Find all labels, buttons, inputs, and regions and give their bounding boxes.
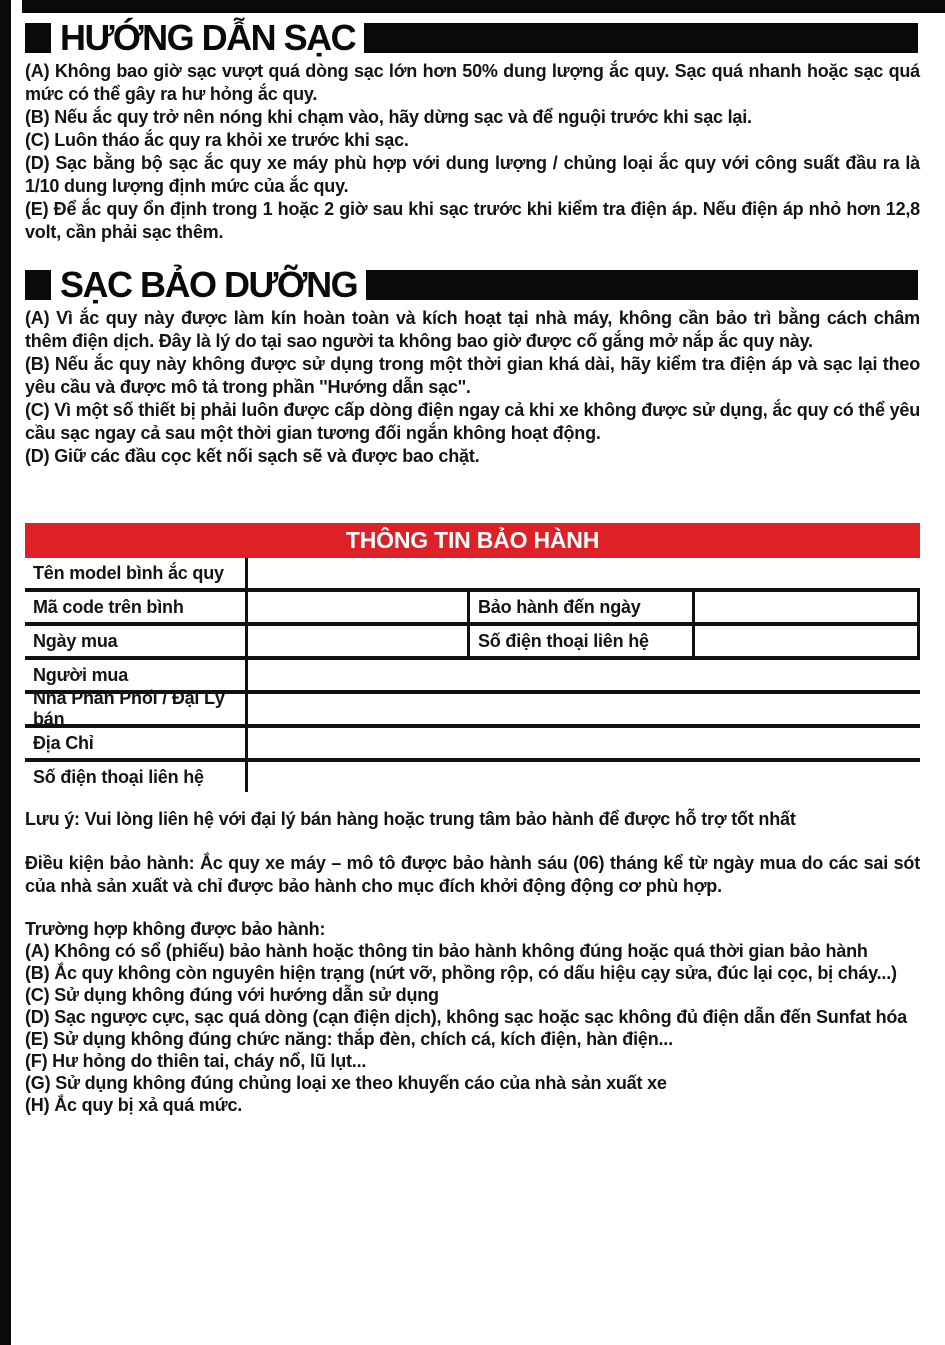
section-title: HƯỚNG DẪN SẠC [60,17,356,58]
paragraph: (D) Sạc bằng bộ sạc ắc quy xe máy phù hợp với dung lượng / chủng loại ắc quy với công suất đầu ra là 1/10 dung lượng định mức của ắc quy. [25,153,920,196]
paragraph: (A) Vì ắc quy này được làm kín hoàn toàn và kích hoạt tại nhà máy, không cần bảo trì bằng cách châm thêm điện dịch. Đây là lý do tại sao người ta không bao giờ được cố gắng mở nắp ắc quy này. [25,308,920,351]
paragraph: (C) Vì một số thiết bị phải luôn được cấp dòng điện ngay cả khi xe không được sử dụng, ắc quy có thể yêu cầu sạc ngay cả sau một thời gian tương đối ngắn không hoạt động. [25,400,920,443]
exclusions-block [25,918,920,1116]
row-label: Số điện thoại liên hệ [25,762,248,792]
row-label: Tên model bình ắc quy [25,558,248,588]
row-value-cell [248,660,920,690]
section-header-maintenance [25,264,920,305]
exclusion-item: (H) Ắc quy bị xả quá mức. [25,1095,243,1115]
header-bar [366,270,918,300]
section-title: SẠC BẢO DƯỠNG [60,264,358,305]
paragraph: (B) Nếu ắc quy này không được sử dụng trong một thời gian khá dài, hãy kiểm tra điện áp và sạc lại theo yêu cầu và được mô tả trong phần ''Hướng dẫn sạc''. [25,354,920,397]
exclusions-title: Trường hợp không được bảo hành: [25,919,326,939]
table-row [25,626,920,660]
row-value-cell [248,592,470,622]
section-header-charging [25,17,920,58]
exclusion-item: (E) Sử dụng không đúng chức năng: thắp đèn, chích cá, kích điện, hàn điện... [25,1029,673,1049]
note-contact: Lưu ý: Vui lòng liên hệ với đại lý bán hàng hoặc trung tâm bảo hành để được hỗ trợ tốt nhất [25,809,796,829]
row-value-cell [248,762,920,792]
row-label: Mã code trên bình [25,592,248,622]
exclusion-item: (F) Hư hỏng do thiên tai, cháy nổ, lũ lụt... [25,1051,367,1071]
warranty-table [25,558,920,792]
row-label: Bảo hành đến ngày [470,592,695,622]
row-value-cell [248,626,470,656]
paragraph: (E) Để ắc quy ổn định trong 1 hoặc 2 giờ sau khi sạc trước khi kiểm tra điện áp. Nếu điện áp nhỏ hơn 12,8 volt, cần phải sạc thêm. [25,199,920,242]
warranty-title-bar [25,523,920,558]
row-label: Số điện thoại liên hệ [470,626,695,656]
header-square-icon [25,23,51,53]
exclusion-item: (A) Không có sổ (phiếu) bảo hành hoặc thông tin bảo hành không đúng hoặc quá thời gian bảo hành [25,941,868,961]
row-value-cell [695,626,920,656]
paragraph: (D) Giữ các đầu cọc kết nối sạch sẽ và được bao chặt. [25,446,480,466]
warranty-title: THÔNG TIN BẢO HÀNH [345,527,600,553]
charging-paragraphs [25,60,920,244]
exclusion-item: (B) Ắc quy không còn nguyên hiện trạng (nứt vỡ, phồng rộp, có dấu hiệu cạy sửa, đúc lại cọc, bị cháy...) [25,963,897,983]
maintenance-paragraphs [25,307,920,468]
paragraph: (C) Luôn tháo ắc quy ra khỏi xe trước khi sạc. [25,130,409,150]
page-content [25,13,920,1116]
paragraph: (B) Nếu ắc quy trở nên nóng khi chạm vào, hãy dừng sạc và để nguội trước khi sạc lại. [25,107,752,127]
table-row [25,762,920,792]
exclusion-item: (D) Sạc ngược cực, sạc quá dòng (cạn điện dịch), không sạc hoặc sạc không đủ điện dẫn đến Sunfat hóa [25,1007,907,1027]
note-conditions: Điều kiện bảo hành: Ắc quy xe máy – mô tô được bảo hành sáu (06) tháng kể từ ngày mua do các sai sót của nhà sản xuất và chỉ được bảo hành cho mục đích khởi động động cơ phù hợp. [25,853,920,896]
row-value-cell [248,558,920,588]
exclusion-item: (C) Sử dụng không đúng với hướng dẫn sử dụng [25,985,439,1005]
row-value-cell [695,592,920,622]
table-row [25,558,920,592]
header-square-icon [25,270,51,300]
table-row [25,592,920,626]
row-label: Nhà Phân Phối / Đại Lý bán [25,694,248,724]
table-row [25,728,920,762]
exclusion-item: (G) Sử dụng không đúng chủng loại xe theo khuyến cáo của nhà sản xuất xe [25,1073,667,1093]
row-value-cell [248,694,920,724]
paragraph: (A) Không bao giờ sạc vượt quá dòng sạc lớn hơn 50% dung lượng ắc quy. Sạc quá nhanh hoặc sạc quá mức có thể gây ra hư hỏng ắc quy. [25,61,920,104]
left-edge-bar [0,0,11,1345]
row-label: Ngày mua [25,626,248,656]
top-edge-bar [22,0,945,13]
table-row [25,688,920,729]
header-bar [364,23,918,53]
row-value-cell [248,728,920,758]
row-label: Địa Chỉ [25,728,248,758]
row-label: Người mua [25,660,248,690]
